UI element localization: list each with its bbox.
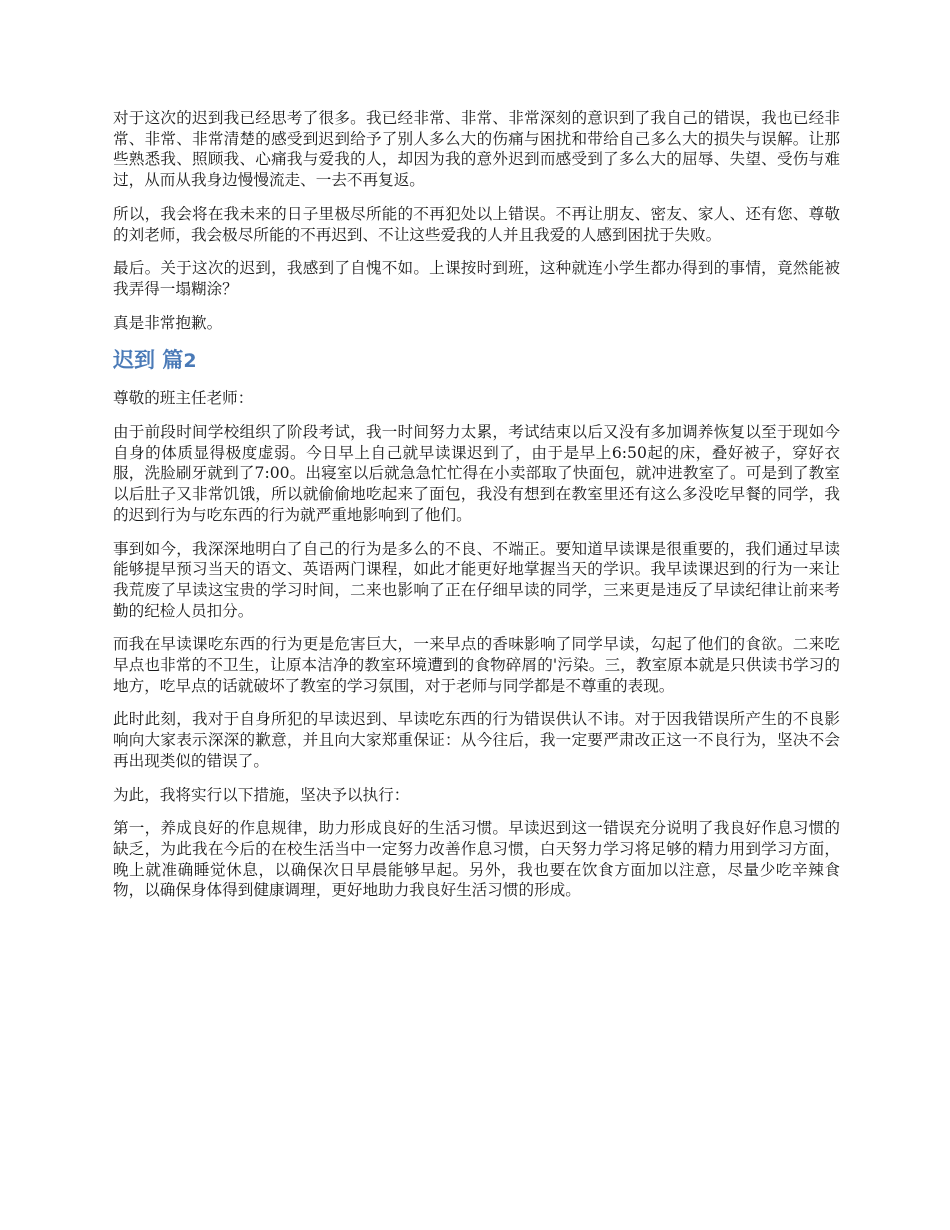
paragraph: 所以，我会将在我未来的日子里极尽所能的不再犯处以上错误。不再让朋友、密友、家人、还有您、尊敬的刘老师，我会极尽所能的不再迟到、不让这些爱我的人并且我爱的人感到困扰于失败。 (113, 204, 840, 244)
paragraph: 第一，养成良好的作息规律，助力形成良好的生活习惯。早读迟到这一错误充分说明了我良好作息习惯的缺乏，为此我在今后的在校生活当中一定努力改善作息习惯，白天努力学习将足够的精力用到学习方面，晚上就准确睡觉休息，以确保次日早晨能够早起。另外，我也要在饮食方面加以注意，尽量少吃辛辣食物，以确保身体得到健康调理，更好地助力我良好生活习惯的形成。 (113, 819, 840, 900)
paragraph: 而我在早读课吃东西的行为更是危害巨大，一来早点的香味影响了同学早读，勾起了他们的食欲。二来吃早点也非常的不卫生，让原本洁净的教室环境遭到的食物碎屑的'污染。三，教室原本就是只供读书学习的地方，吃早点的话就破坏了教室的学习氛围，对于老师与同学都是不尊重的表现。 (113, 635, 840, 695)
section-heading-text: 迟到 篇 (113, 348, 184, 373)
paragraph: 真是非常抱歉。 (113, 313, 223, 332)
document-page (113, 108, 840, 914)
section-heading-number: 2 (183, 350, 197, 373)
paragraph: 为此，我将实行以下措施，坚决予以执行： (113, 785, 410, 804)
paragraph: 此时此刻，我对于自身所犯的早读迟到、早读吃东西的行为错误供认不讳。对于因我错误所产生的不良影响向大家表示深深的歉意，并且向大家郑重保证：从今往后，我一定要严肃改正这一不良行为，坚决不会再出现类似的错误了。 (113, 710, 840, 770)
paragraph: 事到如今，我深深地明白了自己的行为是多么的不良、不端正。要知道早读课是很重要的，我们通过早读能够提早预习当天的语文、英语两门课程，如此才能更好地掌握当天的学识。我早读课迟到的行为一来让我荒废了早读这宝贵的学习时间，二来也影响了正在仔细早读的同学，三来更是违反了早读纪律让前来考勤的纪检人员扣分。 (113, 539, 840, 620)
paragraph: 最后。关于这次的迟到，我感到了自愧不如。上课按时到班，这种就连小学生都办得到的事情，竟然能被我弄得一塌糊涂？ (113, 259, 840, 298)
section-heading (113, 346, 840, 375)
paragraph: 由于前段时间学校组织了阶段考试，我一时间努力太累，考试结束以后又没有多加调养恢复以至于现如今自身的体质显得极度虚弱。今日早上自己就早读课迟到了，由于是早上6:50起的床，叠好被子，穿好衣服，洗脸刷牙就到了7:00。出寝室以后就急急忙忙得在小卖部取了快面包，就冲进教室了。可是到了教室以后肚子又非常饥饿，所以就偷偷地吃起来了面包，我没有想到在教室里还有这么多没吃早餐的同学，我的迟到行为与吃东西的行为就严重地影响到了他们。 (113, 423, 840, 524)
salutation: 尊敬的班主任老师： (113, 389, 254, 408)
paragraph: 对于这次的迟到我已经思考了很多。我已经非常、非常、非常深刻的意识到了我自己的错误，我也已经非常、非常、非常清楚的感受到迟到给予了别人多么大的伤痛与困扰和带给自己多么大的损失与误解。让那些熟悉我、照顾我、心痛我与爱我的人，却因为我的意外迟到而感受到了多么大的屈辱、失望、受伤与难过，从而从我身边慢慢流走、一去不再复返。 (113, 109, 840, 190)
